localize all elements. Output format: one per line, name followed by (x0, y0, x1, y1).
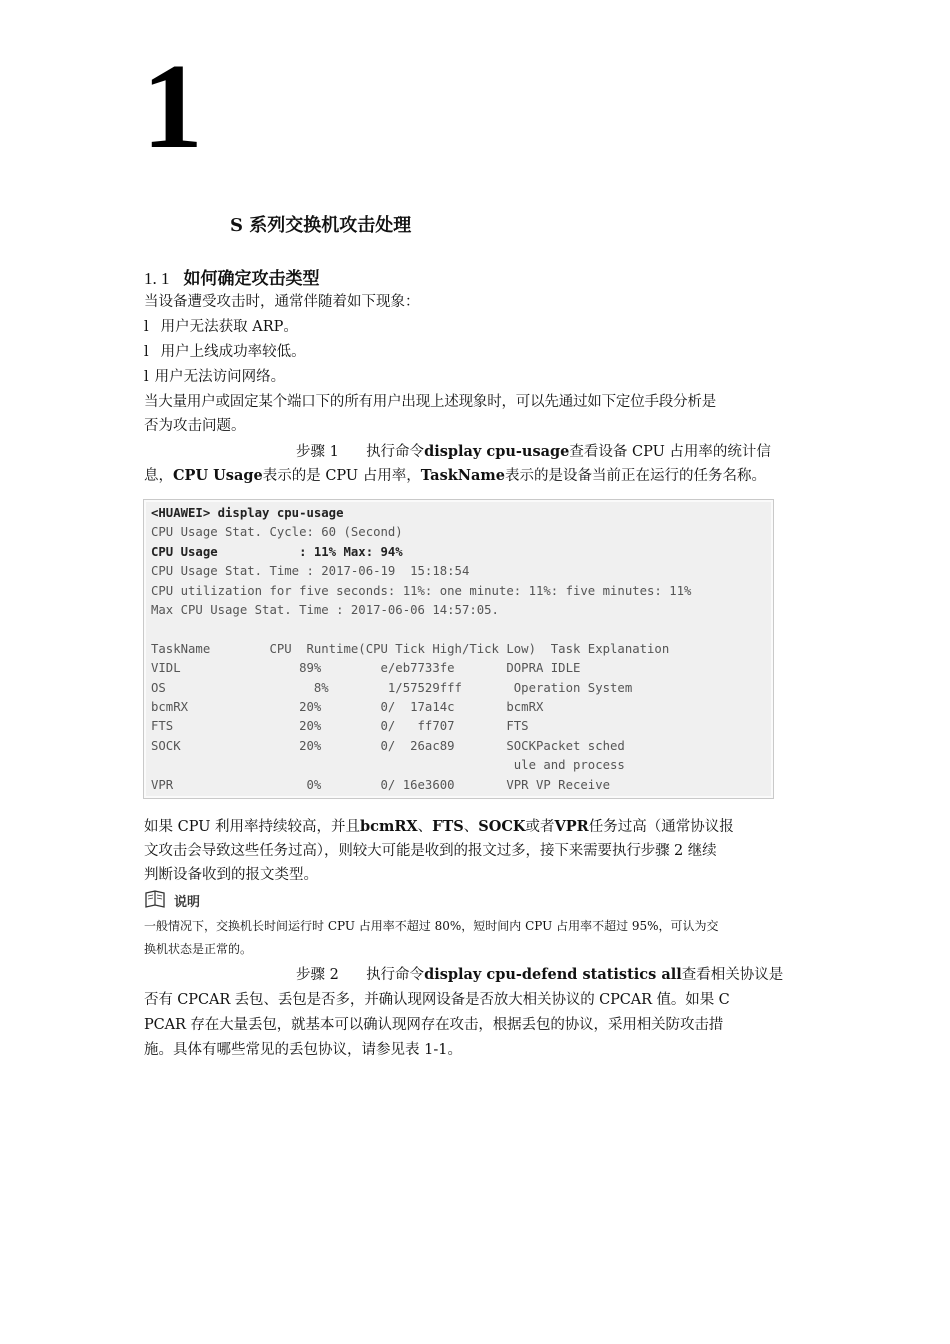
step2-line1: 步骤 2 执行命令display cpu-defend statistics all查看相关协议是 (296, 966, 784, 983)
note-line: 一般情况下，交换机长时间运行时 CPU 占用率不超过 80%，短时间内 CPU 占用率不超过 95%，可认为交 (144, 919, 719, 933)
symptom-item (144, 365, 808, 389)
conclusion-line1: 如果 CPU 利用率持续较高，并且bcmRX、FTS、SOCK或者VPR任务过高（通常协议报 (144, 818, 734, 835)
conclusion-line2: 文攻击会导致这些任务过高），则较大可能是收到的报文过多，接下来需要执行步骤 2 继续 (144, 843, 717, 859)
cli-line: ule and process (151, 758, 625, 773)
section-heading (144, 264, 320, 289)
cli-output-body (146, 502, 771, 796)
step2-line2: 否有 CPCAR 丢包、丢包是否多，并确认现网设备是否放大相关协议的 CPCAR 值。如果 C (144, 992, 730, 1008)
chapter-number: 1 (142, 39, 203, 174)
step-label: 步骤 1 (296, 444, 339, 460)
analysis-line: 当大量用户或固定某个端口下的所有用户出现上述现象时，可以先通过如下定位手段分析是 (144, 394, 716, 410)
cli-line: TaskName CPU Runtime(CPU Tick High/Tick Low) Task Explanation (151, 641, 670, 656)
note-badge (144, 889, 206, 910)
chapter-title: S 系列交换机攻击处理 (230, 215, 412, 236)
cli-line: CPU Usage Stat. Cycle: 60 (Second) (151, 525, 403, 540)
section-number: 1. 1 (144, 269, 170, 288)
symptom-item (144, 315, 808, 339)
symptom-item (144, 340, 808, 364)
bullet-mark: l (144, 369, 149, 385)
term: CPU Usage (173, 467, 263, 484)
symptom-text: 用户无法获取 ARP。 (160, 319, 298, 335)
cli-line: SOCK 20% 0/ 26ac89 SOCKPacket sched (151, 738, 625, 753)
command: display cpu-defend statistics all (424, 966, 682, 983)
cli-line: Max CPU Usage Stat. Time : 2017-06-06 14:57:05. (151, 603, 499, 617)
cli-line: FTS 20% 0/ ff707 FTS (151, 719, 529, 734)
step-label: 步骤 2 (296, 967, 339, 983)
bullet-mark: l (144, 319, 149, 335)
analysis-line: 否为攻击问题。 (144, 418, 246, 434)
step1-line1: 步骤 1 执行命令display cpu-usage查看设备 CPU 占用率的统计信 (296, 443, 771, 460)
command: display cpu-usage (424, 443, 570, 460)
cli-line: VPR 0% 0/ 16e3600 VPR VP Receive (151, 777, 611, 792)
cli-line: CPU Usage : 11% Max: 94% (151, 544, 403, 559)
cli-line: OS 8% 1/57529fff Operation System (151, 680, 633, 695)
section-title: 如何确定攻击类型 (183, 269, 320, 289)
cli-line: VIDL 89% e/eb7733fe DOPRA IDLE (151, 661, 581, 676)
step2-line4: 施。具体有哪些常见的丢包协议，请参见表 1-1。 (144, 1042, 462, 1058)
conclusion-line3: 判断设备收到的报文类型。 (144, 867, 318, 883)
symptom-text: 用户上线成功率较低。 (160, 344, 306, 360)
bullet-mark: l (144, 344, 149, 360)
cli-line: <HUAWEI> display cpu-usage (151, 506, 344, 520)
intro-paragraph: 当设备遭受攻击时，通常伴随着如下现象： (144, 294, 420, 310)
cli-line: bcmRX 20% 0/ 17a14c bcmRX (151, 700, 544, 714)
step1-line2: 息，CPU Usage表示的是 CPU 占用率，TaskName表示的是设备当前正在运行的任务名称。 (144, 467, 766, 484)
step2-line3: PCAR 存在大量丢包，就基本可以确认现网存在攻击，根据丢包的协议，采用相关防攻击措 (144, 1017, 724, 1033)
symptom-text: 用户无法访问网络。 (154, 369, 286, 385)
cli-line: CPU Usage Stat. Time : 2017-06-19 15:18:54 (151, 564, 470, 579)
cli-line: CPU utilization for five seconds: 11%: one minute: 11%: five minutes: 11% (151, 583, 692, 598)
term: TaskName (420, 467, 505, 484)
note-label: 说明 (174, 895, 201, 910)
cli-output-screenshot (143, 499, 774, 799)
note-line: 换机状态是正常的。 (144, 942, 253, 956)
